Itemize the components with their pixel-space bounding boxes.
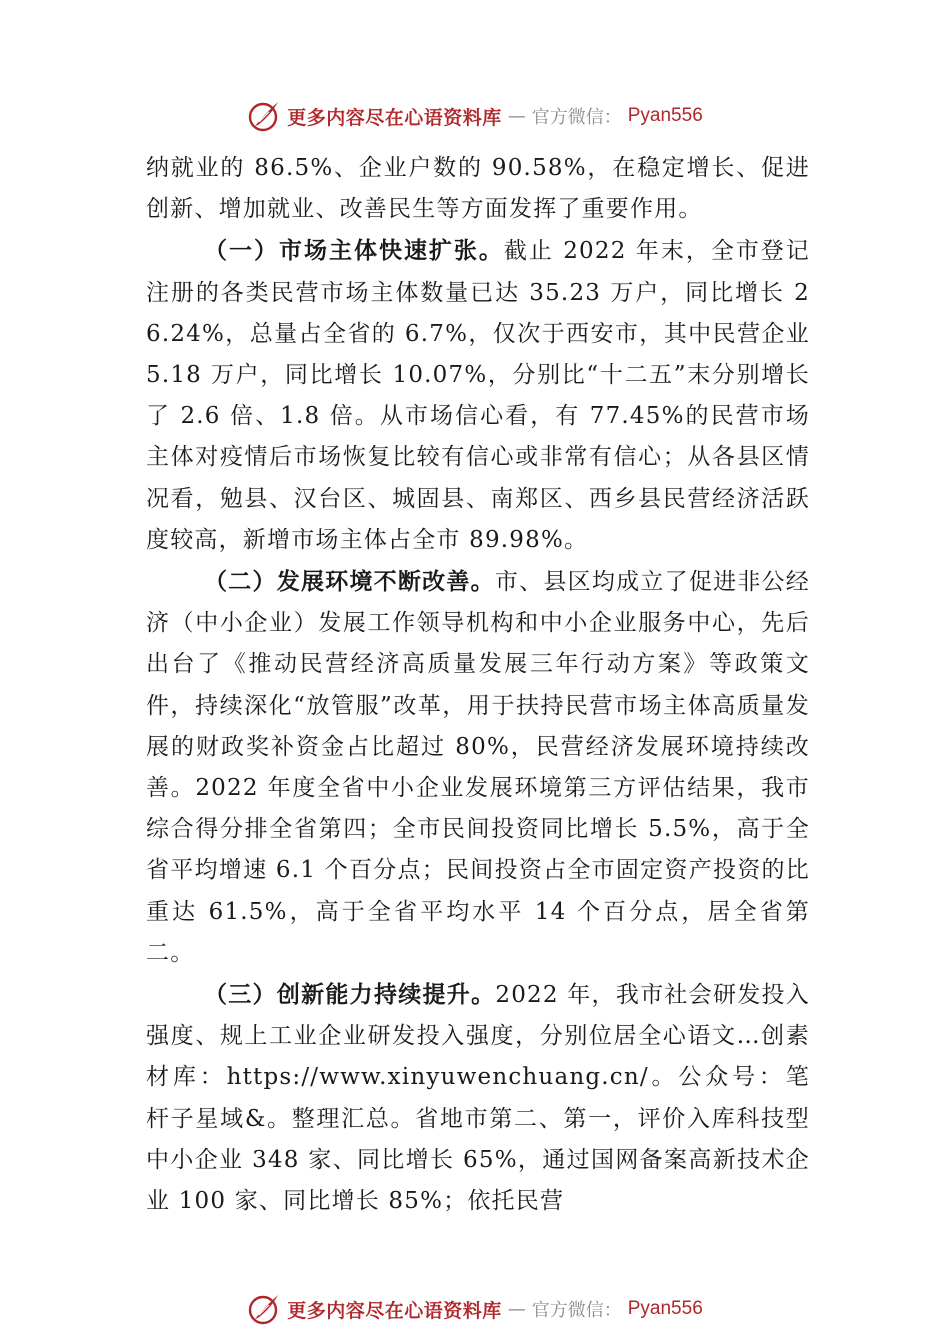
watermark-label: 官方微信： bbox=[531, 1300, 622, 1321]
section-heading: （一）市场主体快速扩张。 bbox=[204, 237, 504, 265]
watermark-brand: 更多内容尽在心语资料库 bbox=[287, 1299, 502, 1322]
quill-logo-icon bbox=[247, 99, 281, 133]
section-heading: （二）发展环境不断改善。 bbox=[204, 568, 495, 596]
watermark-label: 官方微信： bbox=[531, 107, 622, 128]
watermark-brand: 更多内容尽在心语资料库 bbox=[287, 106, 502, 129]
paragraph-innovation bbox=[146, 974, 810, 1222]
paragraph-text: 市、县区均成立了促进非公经济（中小企业）发展工作领导机构和中小企业服务中心，先后出台了《推动民营经济高质量发展三年行动方案》等政策文件，持续深化“放管服”改革，用于扶持民营市场主体高质量发展的财政奖补资金占比超过 80%，民营经济发展环境持续改善。2022 年度全省中小企业发展环境第三方评估结果，我市综合得分排全省第四；全市民间投资同比增长 5.5%，高于全省平均增速 6.1 个百分点；民间投资占全市固定资产投资的比重达 61.5%，高于全省平均水平 14 个百分点，居全省第二。 bbox=[146, 569, 810, 966]
paragraph-text: 纳就业的 86.5%、企业户数的 90.58%，在稳定增长、促进创新、增加就业、改善民生等方面发挥了重要作用。 bbox=[146, 155, 810, 223]
paragraph-text: 截止 2022 年末，全市登记注册的各类民营市场主体数量已达 35.23 万户，同比增长 26.24%，总量占全省的 6.7%，仅次于西安市，其中民营企业 5.18 万户，同比增长 10.07%，分别比“十二五”末分别增长了 2.6 倍、1.8 倍。从市场信心看，有 77.45%的民营市场主体对疫情后市场恢复比较有信心或非常有信心；从各县区情况看，勉县、汉台区、城固县、南郑区、西乡县民营经济活跃度较高，新增市场主体占全市 89.98%。 bbox=[146, 238, 811, 553]
watermark-separator: — bbox=[507, 105, 526, 127]
paragraph-environment bbox=[146, 561, 810, 974]
quill-logo-icon bbox=[247, 1292, 281, 1326]
watermark-account: Pyan556 bbox=[627, 1298, 703, 1319]
document-body bbox=[146, 148, 810, 1222]
section-heading: （三）创新能力持续提升。 bbox=[204, 981, 496, 1009]
watermark-separator: — bbox=[507, 1298, 526, 1320]
watermark-account: Pyan556 bbox=[627, 105, 703, 126]
footer-watermark bbox=[0, 1287, 950, 1331]
paragraph-text: 2022 年，我市社会研发投入强度、规上工业企业研发投入强度，分别位居全心语文…创素材库：https://www.xinyuwenchuang.cn/。公众号：笔杆子星域&。整理汇总。省地市第二、第一，评价入库科技型中小企业 348 家、同比增长 65%，通过国网备案高新技术企业 100 家、同比增长 85%；依托民营 bbox=[146, 982, 810, 1215]
paragraph-market-entities bbox=[146, 230, 810, 561]
paragraph-intro bbox=[146, 148, 810, 230]
header-watermark bbox=[0, 94, 950, 138]
